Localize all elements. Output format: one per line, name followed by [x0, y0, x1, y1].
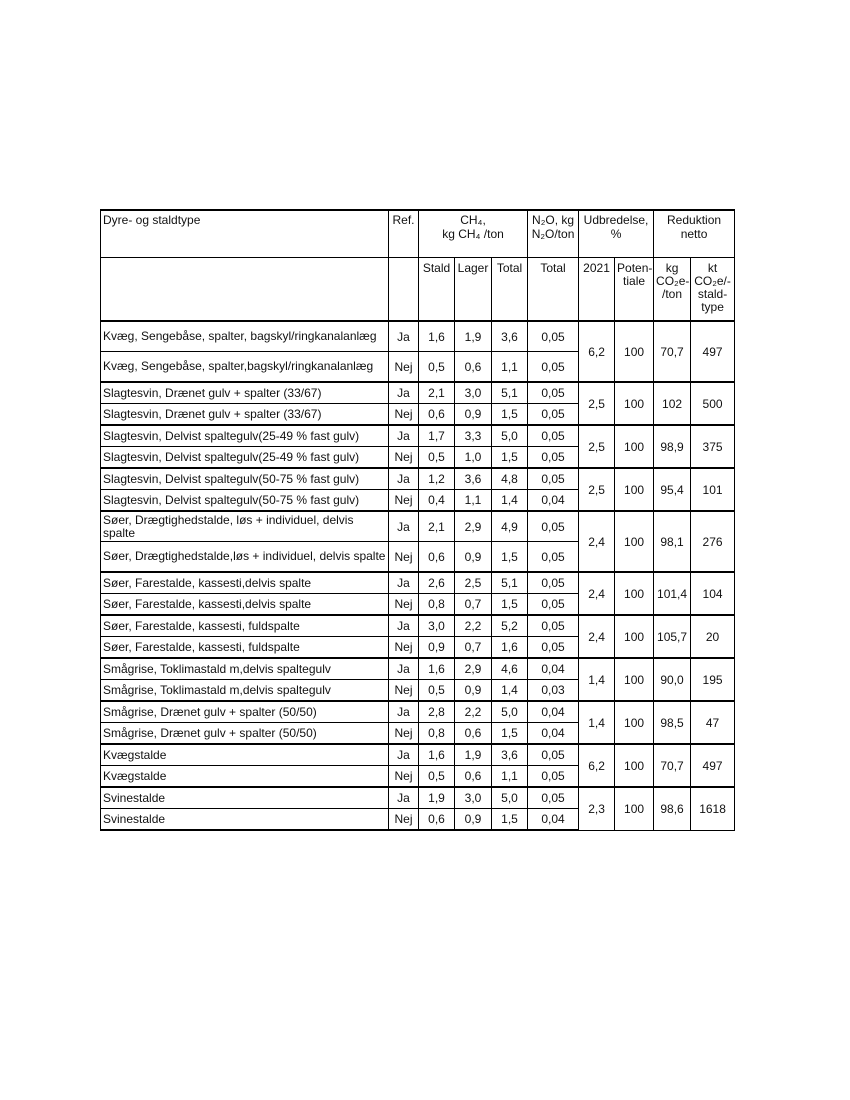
cell-ch4-stald: 1,2 — [419, 468, 455, 490]
cell-potentiale: 100 — [615, 787, 654, 830]
cell-ch4-total: 4,8 — [492, 468, 528, 490]
cell-kg-co2e-ton: 95,4 — [654, 468, 691, 511]
subheader-stald: Stald — [419, 258, 455, 322]
cell-ref: Ja — [389, 744, 419, 766]
cell-ch4-total: 5,2 — [492, 615, 528, 637]
cell-ch4-total: 5,1 — [492, 382, 528, 404]
cell-ch4-lager: 0,9 — [455, 542, 492, 573]
cell-ref: Nej — [389, 809, 419, 831]
cell-ref: Ja — [389, 382, 419, 404]
table-row — [101, 572, 735, 594]
cell-ch4-stald: 0,6 — [419, 809, 455, 831]
cell-ch4-lager: 3,0 — [455, 787, 492, 809]
cell-n2o-total: 0,05 — [528, 511, 579, 542]
cell-ch4-lager: 2,2 — [455, 615, 492, 637]
cell-udbredelse-2021: 2,4 — [579, 572, 615, 615]
cell-kt-co2e: 47 — [691, 701, 735, 744]
cell-ref: Ja — [389, 321, 419, 352]
header-ref: Ref. — [389, 210, 419, 258]
cell-ref: Nej — [389, 404, 419, 426]
subheader-poten-2: tiale — [623, 274, 646, 288]
cell-kt-co2e: 500 — [691, 382, 735, 425]
cell-ref: Ja — [389, 658, 419, 680]
cell-ch4-total: 5,1 — [492, 572, 528, 594]
header-ch4 — [419, 210, 528, 258]
cell-kt-co2e: 276 — [691, 511, 735, 572]
cell-ch4-total: 3,6 — [492, 321, 528, 352]
cell-ch4-lager: 0,9 — [455, 404, 492, 426]
cell-ch4-stald: 2,6 — [419, 572, 455, 594]
cell-n2o-total: 0,05 — [528, 744, 579, 766]
cell-ch4-total: 1,5 — [492, 447, 528, 469]
cell-animal-type: Svinestalde — [101, 809, 389, 831]
cell-n2o-total: 0,04 — [528, 723, 579, 745]
cell-ch4-stald: 0,9 — [419, 637, 455, 659]
cell-udbredelse-2021: 1,4 — [579, 701, 615, 744]
cell-animal-type: Kvægstalde — [101, 766, 389, 788]
subheader-kg-3: /ton — [662, 287, 683, 301]
cell-n2o-total: 0,04 — [528, 809, 579, 831]
subheader-empty — [389, 258, 419, 322]
cell-animal-type: Slagtesvin, Delvist spaltegulv(25-49 % fast gulv) — [101, 425, 389, 447]
table-header — [101, 210, 735, 321]
cell-n2o-total: 0,04 — [528, 490, 579, 512]
cell-kt-co2e: 101 — [691, 468, 735, 511]
cell-ch4-total: 1,4 — [492, 680, 528, 702]
cell-ref: Nej — [389, 447, 419, 469]
cell-ch4-stald: 0,6 — [419, 404, 455, 426]
cell-n2o-total: 0,03 — [528, 680, 579, 702]
cell-kt-co2e: 195 — [691, 658, 735, 701]
cell-udbredelse-2021: 6,2 — [579, 321, 615, 382]
cell-ch4-stald: 2,1 — [419, 511, 455, 542]
cell-animal-type: Søer, Farestalde, kassesti, fuldspalte — [101, 615, 389, 637]
cell-potentiale: 100 — [615, 572, 654, 615]
cell-potentiale: 100 — [615, 425, 654, 468]
cell-animal-type: Kvæg, Sengebåse, spalter, bagskyl/ringkanalanlæg — [101, 321, 389, 352]
cell-ch4-lager: 0,7 — [455, 637, 492, 659]
cell-ch4-total: 1,4 — [492, 490, 528, 512]
cell-ch4-stald: 0,8 — [419, 594, 455, 616]
cell-animal-type: Smågrise, Drænet gulv + spalter (50/50) — [101, 723, 389, 745]
cell-ch4-lager: 0,6 — [455, 766, 492, 788]
cell-ch4-total: 3,6 — [492, 744, 528, 766]
table-row — [101, 744, 735, 766]
subheader-kt-4: type — [701, 300, 724, 314]
cell-potentiale: 100 — [615, 615, 654, 658]
header-ch4-line2: kg CH₄ /ton — [442, 227, 504, 241]
cell-ch4-lager: 1,0 — [455, 447, 492, 469]
subheader-kg-co2e — [654, 258, 691, 322]
cell-ch4-stald: 2,8 — [419, 701, 455, 723]
cell-ref: Nej — [389, 594, 419, 616]
subheader-lager: Lager — [455, 258, 492, 322]
subheader-2021: 2021 — [579, 258, 615, 322]
table-row — [101, 321, 735, 352]
cell-kt-co2e: 20 — [691, 615, 735, 658]
cell-ch4-total: 4,6 — [492, 658, 528, 680]
cell-ch4-lager: 0,7 — [455, 594, 492, 616]
table-row — [101, 615, 735, 637]
cell-ch4-lager: 3,0 — [455, 382, 492, 404]
cell-n2o-total: 0,05 — [528, 787, 579, 809]
cell-potentiale: 100 — [615, 382, 654, 425]
cell-ch4-lager: 3,6 — [455, 468, 492, 490]
cell-potentiale: 100 — [615, 511, 654, 572]
cell-n2o-total: 0,05 — [528, 594, 579, 616]
subheader-kt-2: CO₂e/- — [694, 274, 731, 288]
subheader-kt-co2e — [691, 258, 735, 322]
cell-kg-co2e-ton: 98,5 — [654, 701, 691, 744]
cell-ref: Nej — [389, 680, 419, 702]
cell-ch4-total: 1,1 — [492, 766, 528, 788]
cell-kt-co2e: 497 — [691, 744, 735, 787]
cell-animal-type: Søer, Farestalde, kassesti, fuldspalte — [101, 637, 389, 659]
cell-n2o-total: 0,05 — [528, 542, 579, 573]
subheader-kt-1: kt — [707, 261, 718, 275]
cell-animal-type: Søer, Drægtighedstalde,løs + individuel, delvis spalte — [101, 542, 389, 573]
subheader-kg-1: kg — [665, 261, 679, 275]
cell-n2o-total: 0,05 — [528, 404, 579, 426]
cell-ch4-lager: 1,9 — [455, 744, 492, 766]
cell-n2o-total: 0,04 — [528, 658, 579, 680]
cell-n2o-total: 0,05 — [528, 615, 579, 637]
table-row — [101, 511, 735, 542]
cell-animal-type: Slagtesvin, Drænet gulv + spalter (33/67) — [101, 404, 389, 426]
cell-animal-type: Smågrise, Toklimastald m,delvis spaltegulv — [101, 680, 389, 702]
cell-ch4-total: 4,9 — [492, 511, 528, 542]
cell-ch4-total: 5,0 — [492, 787, 528, 809]
cell-udbredelse-2021: 2,4 — [579, 511, 615, 572]
cell-kg-co2e-ton: 105,7 — [654, 615, 691, 658]
cell-kg-co2e-ton: 102 — [654, 382, 691, 425]
cell-ch4-stald: 1,7 — [419, 425, 455, 447]
cell-potentiale: 100 — [615, 658, 654, 701]
cell-ref: Ja — [389, 511, 419, 542]
cell-ch4-stald: 0,5 — [419, 352, 455, 383]
cell-ref: Nej — [389, 766, 419, 788]
cell-ref: Ja — [389, 787, 419, 809]
cell-ch4-lager: 0,6 — [455, 352, 492, 383]
cell-udbredelse-2021: 2,5 — [579, 468, 615, 511]
cell-n2o-total: 0,05 — [528, 468, 579, 490]
header-n2o-line2: N₂O/ton — [531, 227, 575, 241]
cell-ch4-total: 1,5 — [492, 404, 528, 426]
cell-udbredelse-2021: 2,5 — [579, 382, 615, 425]
cell-potentiale: 100 — [615, 321, 654, 382]
cell-ch4-stald: 3,0 — [419, 615, 455, 637]
cell-ch4-lager: 2,5 — [455, 572, 492, 594]
cell-n2o-total: 0,05 — [528, 447, 579, 469]
cell-ch4-total: 1,6 — [492, 637, 528, 659]
header-n2o-line1: N₂O, kg — [532, 213, 575, 227]
cell-ch4-lager: 3,3 — [455, 425, 492, 447]
cell-ch4-total: 5,0 — [492, 701, 528, 723]
cell-ref: Nej — [389, 352, 419, 383]
cell-ch4-lager: 0,9 — [455, 680, 492, 702]
cell-ch4-stald: 0,4 — [419, 490, 455, 512]
header-n2o — [528, 210, 579, 258]
cell-ch4-lager: 2,2 — [455, 701, 492, 723]
cell-animal-type: Søer, Farestalde, kassesti,delvis spalte — [101, 594, 389, 616]
cell-udbredelse-2021: 1,4 — [579, 658, 615, 701]
cell-ch4-lager: 1,1 — [455, 490, 492, 512]
header-udb-line2: % — [610, 227, 622, 241]
table-body — [101, 321, 735, 830]
cell-udbredelse-2021: 2,3 — [579, 787, 615, 830]
subheader-empty — [101, 258, 389, 322]
cell-kg-co2e-ton: 70,7 — [654, 744, 691, 787]
table-row — [101, 658, 735, 680]
cell-ch4-stald: 2,1 — [419, 382, 455, 404]
cell-ch4-lager: 0,9 — [455, 809, 492, 831]
cell-kg-co2e-ton: 98,9 — [654, 425, 691, 468]
cell-ch4-lager: 0,6 — [455, 723, 492, 745]
cell-animal-type: Slagtesvin, Delvist spaltegulv(50-75 % fast gulv) — [101, 490, 389, 512]
header-animal-type: Dyre- og staldtype — [101, 210, 389, 258]
cell-ch4-lager: 2,9 — [455, 511, 492, 542]
cell-potentiale: 100 — [615, 468, 654, 511]
table-row — [101, 701, 735, 723]
cell-potentiale: 100 — [615, 744, 654, 787]
cell-ref: Ja — [389, 615, 419, 637]
cell-udbredelse-2021: 2,5 — [579, 425, 615, 468]
cell-animal-type: Smågrise, Drænet gulv + spalter (50/50) — [101, 701, 389, 723]
cell-n2o-total: 0,05 — [528, 382, 579, 404]
cell-ch4-stald: 1,9 — [419, 787, 455, 809]
header-ch4-line1: CH₄, — [460, 213, 486, 227]
cell-ch4-stald: 0,6 — [419, 542, 455, 573]
cell-ch4-total: 1,5 — [492, 594, 528, 616]
cell-n2o-total: 0,05 — [528, 321, 579, 352]
cell-animal-type: Slagtesvin, Drænet gulv + spalter (33/67) — [101, 382, 389, 404]
cell-animal-type: Svinestalde — [101, 787, 389, 809]
cell-ch4-lager: 2,9 — [455, 658, 492, 680]
cell-animal-type: Søer, Farestalde, kassesti,delvis spalte — [101, 572, 389, 594]
header-udbredelse — [579, 210, 654, 258]
subheader-kg-2: CO₂e- — [656, 274, 690, 288]
cell-ref: Nej — [389, 542, 419, 573]
cell-ch4-stald: 0,5 — [419, 447, 455, 469]
header-red-line2: netto — [680, 227, 708, 241]
cell-ch4-total: 1,5 — [492, 723, 528, 745]
cell-n2o-total: 0,05 — [528, 572, 579, 594]
header-reduktion — [654, 210, 735, 258]
table-row — [101, 468, 735, 490]
cell-n2o-total: 0,05 — [528, 425, 579, 447]
subheader-n2o-total: Total — [528, 258, 579, 322]
cell-kg-co2e-ton: 90,0 — [654, 658, 691, 701]
header-udb-line1: Udbredelse, — [583, 213, 649, 227]
cell-ref: Nej — [389, 490, 419, 512]
cell-ch4-stald: 0,5 — [419, 680, 455, 702]
cell-animal-type: Kvæg, Sengebåse, spalter,bagskyl/ringkanalanlæg — [101, 352, 389, 383]
cell-kt-co2e: 497 — [691, 321, 735, 382]
cell-kg-co2e-ton: 98,6 — [654, 787, 691, 830]
cell-ref: Ja — [389, 701, 419, 723]
cell-kg-co2e-ton: 70,7 — [654, 321, 691, 382]
cell-ch4-stald: 0,5 — [419, 766, 455, 788]
cell-n2o-total: 0,05 — [528, 352, 579, 383]
cell-n2o-total: 0,05 — [528, 766, 579, 788]
cell-kg-co2e-ton: 101,4 — [654, 572, 691, 615]
header-red-line1: Reduktion — [667, 213, 722, 227]
cell-udbredelse-2021: 2,4 — [579, 615, 615, 658]
cell-animal-type: Kvægstalde — [101, 744, 389, 766]
subheader-total: Total — [492, 258, 528, 322]
cell-ref: Nej — [389, 637, 419, 659]
cell-animal-type: Smågrise, Toklimastald m,delvis spaltegulv — [101, 658, 389, 680]
cell-ch4-total: 1,1 — [492, 352, 528, 383]
table-row — [101, 382, 735, 404]
table-row — [101, 425, 735, 447]
cell-kt-co2e: 375 — [691, 425, 735, 468]
emission-table — [100, 209, 735, 831]
cell-ref: Ja — [389, 572, 419, 594]
cell-potentiale: 100 — [615, 701, 654, 744]
subheader-kt-3: stald- — [697, 287, 728, 301]
cell-ch4-stald: 0,8 — [419, 723, 455, 745]
cell-ch4-stald: 1,6 — [419, 744, 455, 766]
cell-udbredelse-2021: 6,2 — [579, 744, 615, 787]
cell-n2o-total: 0,05 — [528, 637, 579, 659]
subheader-potentiale — [615, 258, 654, 322]
cell-kg-co2e-ton: 98,1 — [654, 511, 691, 572]
table-row — [101, 787, 735, 809]
cell-ch4-total: 1,5 — [492, 542, 528, 573]
cell-kt-co2e: 104 — [691, 572, 735, 615]
cell-ch4-total: 1,5 — [492, 809, 528, 831]
cell-ref: Ja — [389, 468, 419, 490]
cell-kt-co2e: 1618 — [691, 787, 735, 830]
cell-animal-type: Søer, Drægtighedstalde, løs + individuel, delvis spalte — [101, 511, 389, 542]
cell-ref: Nej — [389, 723, 419, 745]
cell-ch4-stald: 1,6 — [419, 658, 455, 680]
subheader-poten-1: Poten- — [617, 261, 653, 275]
cell-ch4-total: 5,0 — [492, 425, 528, 447]
cell-ref: Ja — [389, 425, 419, 447]
cell-animal-type: Slagtesvin, Delvist spaltegulv(50-75 % fast gulv) — [101, 468, 389, 490]
cell-ch4-stald: 1,6 — [419, 321, 455, 352]
cell-ch4-lager: 1,9 — [455, 321, 492, 352]
cell-n2o-total: 0,04 — [528, 701, 579, 723]
cell-animal-type: Slagtesvin, Delvist spaltegulv(25-49 % fast gulv) — [101, 447, 389, 469]
